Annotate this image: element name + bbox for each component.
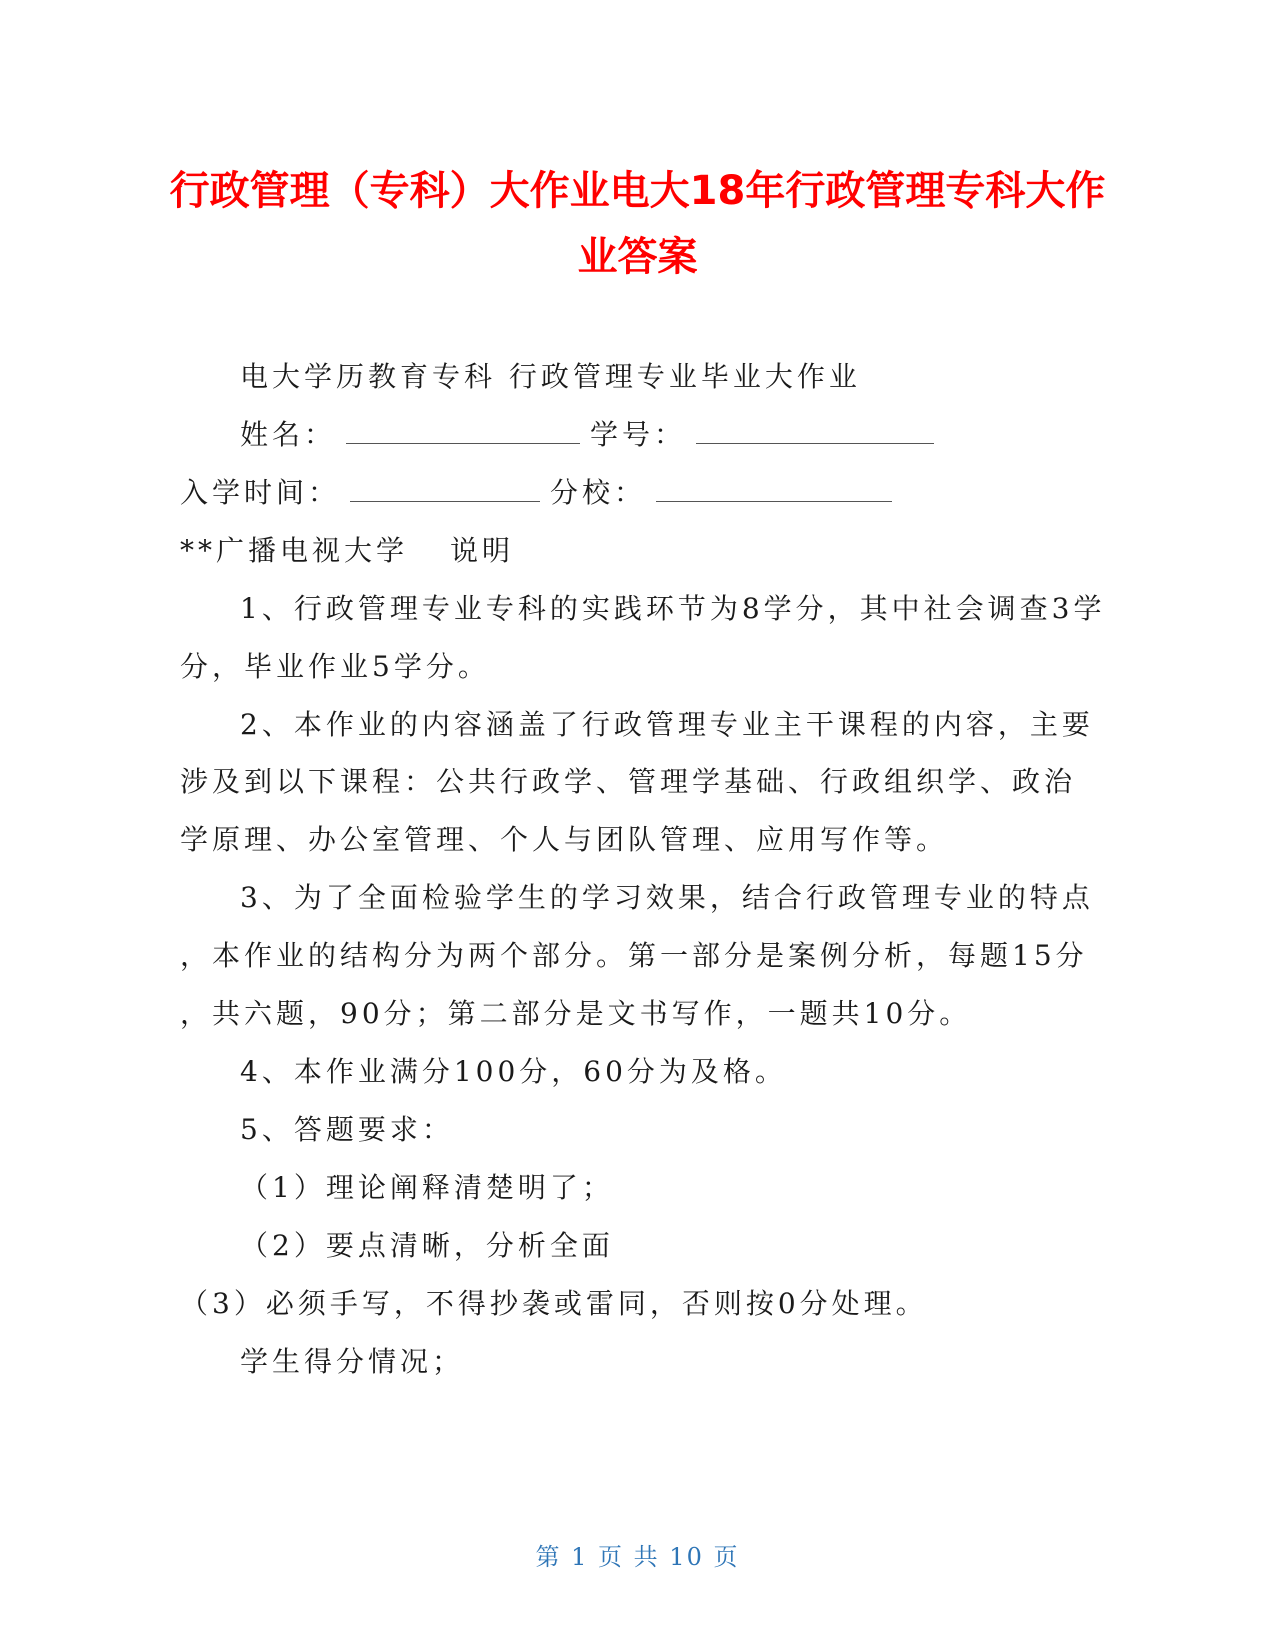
paragraph-line: ，本作业的结构分为两个部分。第一部分是案例分析，每题15分 xyxy=(180,939,1088,972)
student-id-blank xyxy=(696,421,934,444)
explain-label: 说明 xyxy=(450,534,515,567)
enroll-time-blank xyxy=(350,479,540,502)
paragraph-line: 5、答题要求： xyxy=(240,1113,454,1146)
document-subtitle: 电大学历教育专科 行政管理专业毕业大作业 xyxy=(240,360,861,393)
document-title: 行政管理（专科）大作业电大18年行政管理专科大作业答案 xyxy=(169,168,1106,280)
university-name: **广播电视大学 xyxy=(180,534,409,567)
enroll-time-label: 入学时间： xyxy=(180,476,341,509)
paragraph-line: （1）理论阐释清楚明了； xyxy=(240,1171,614,1204)
paragraph-line: 学原理、办公室管理、个人与团队管理、应用写作等。 xyxy=(180,823,949,856)
branch-blank xyxy=(656,479,892,502)
paragraph-line: 1、行政管理专业专科的实践环节为8学分，其中社会调查3学 xyxy=(240,592,1106,625)
paragraph-line: 4、本作业满分100分，60分为及格。 xyxy=(240,1055,787,1088)
paragraph-line: （2）要点清晰，分析全面 xyxy=(240,1229,614,1262)
page-indicator: 第 1 页 共 10 页 xyxy=(535,1543,740,1571)
name-blank xyxy=(346,421,580,444)
enroll-branch-row xyxy=(180,473,902,513)
paragraph-line: 涉及到以下课程：公共行政学、管理学基础、行政组织学、政治 xyxy=(180,765,1077,798)
paragraph-line: 分，毕业作业5学分。 xyxy=(180,650,490,683)
branch-label: 分校： xyxy=(550,476,647,509)
paragraph-line: 3、为了全面检验学生的学习效果，结合行政管理专业的特点 xyxy=(240,881,1094,914)
university-row xyxy=(180,531,514,571)
paragraph-line: ，共六题，90分；第二部分是文书写作，一题共10分。 xyxy=(180,997,972,1030)
paragraph-line: 学生得分情况； xyxy=(240,1345,465,1378)
name-label: 姓名： xyxy=(240,418,337,451)
paragraph-line: （3）必须手写，不得抄袭或雷同，否则按0分处理。 xyxy=(180,1287,928,1320)
name-id-row xyxy=(240,415,944,455)
paragraph-line: 2、本作业的内容涵盖了行政管理专业主干课程的内容，主要 xyxy=(240,708,1094,741)
student-id-label: 学号： xyxy=(590,418,687,451)
